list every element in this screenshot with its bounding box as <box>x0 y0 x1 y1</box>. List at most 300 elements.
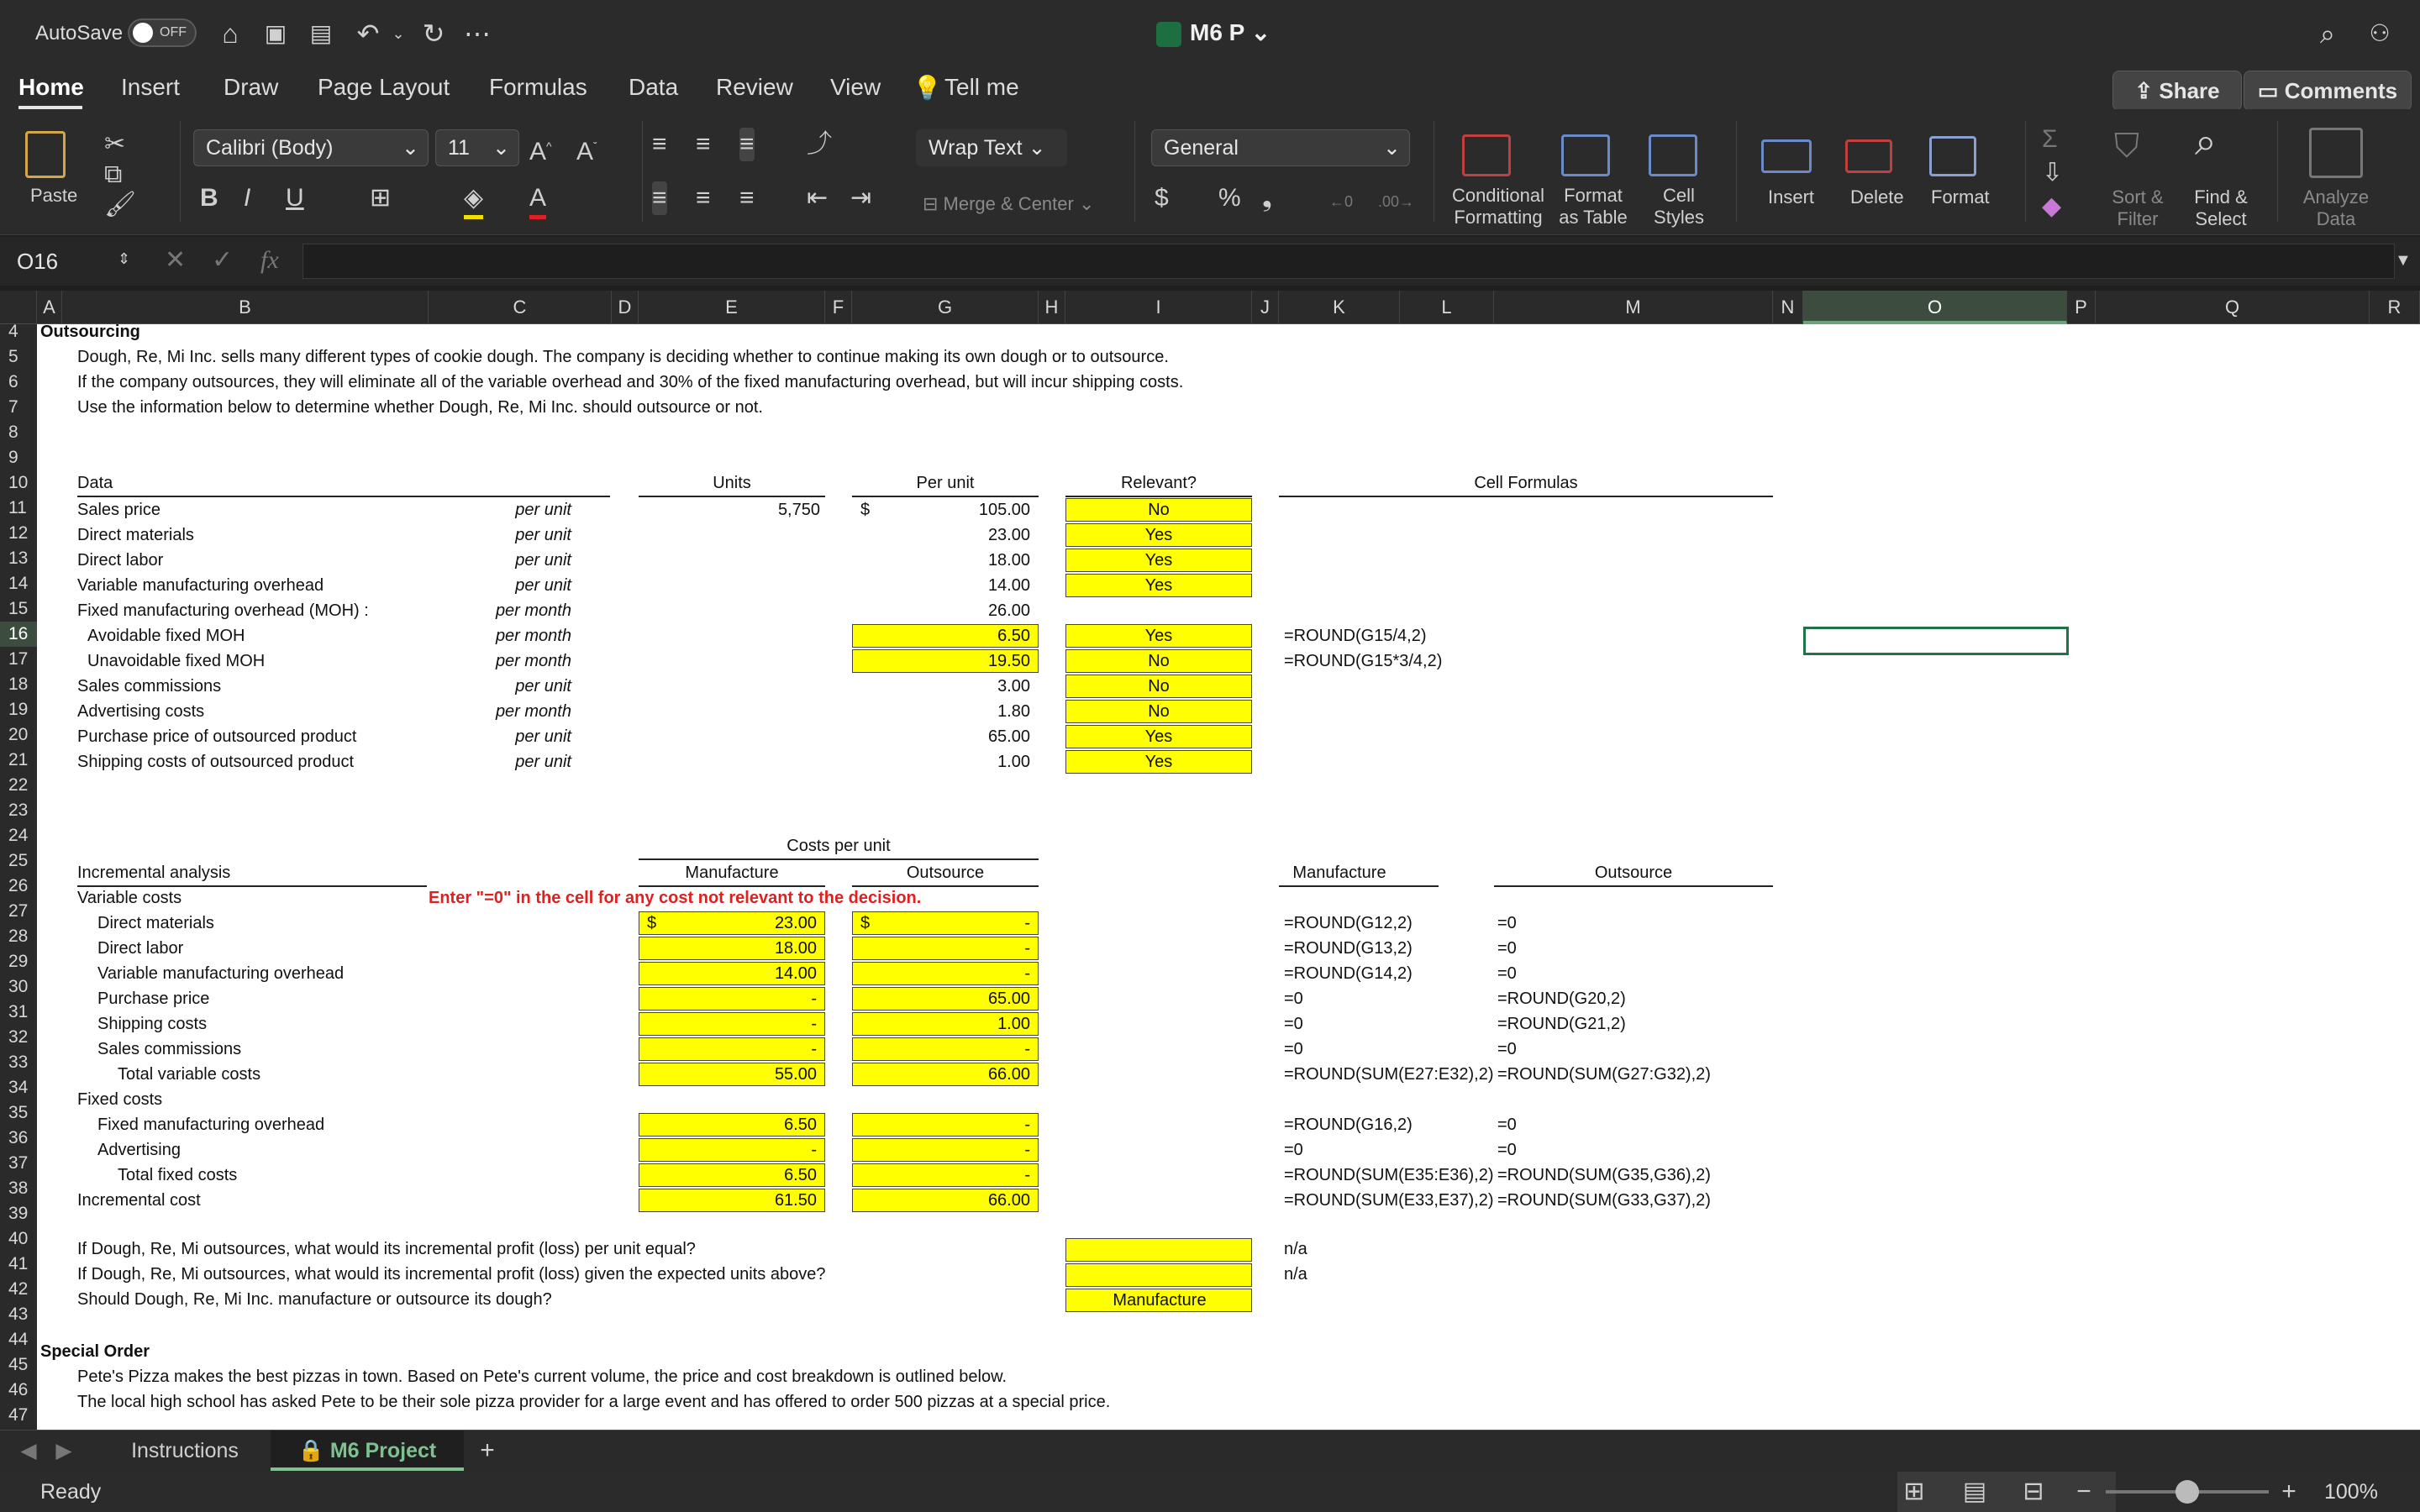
analysis-outsource-formula[interactable]: =ROUND(G20,2) <box>1497 990 1626 1008</box>
sort-filter-button[interactable] <box>2104 186 2171 230</box>
analyze-data-button[interactable] <box>2294 186 2378 230</box>
analysis-outsource-value[interactable]: - <box>1024 939 1030 958</box>
section-title-special-order[interactable]: Special Order <box>40 1342 150 1361</box>
data-row-relevant[interactable]: Yes <box>1144 526 1173 544</box>
col-header-r[interactable]: R <box>2370 291 2420 324</box>
row-header[interactable]: 23 <box>8 801 29 820</box>
analysis-manufacture-value[interactable]: - <box>811 990 817 1008</box>
row-header[interactable]: 8 <box>8 423 18 442</box>
data-row-basis[interactable]: per unit <box>515 727 571 746</box>
analysis-manufacture-value[interactable]: 55.00 <box>774 1065 817 1084</box>
chevron-down-icon[interactable]: ⌄ <box>392 25 405 42</box>
data-row-units[interactable] <box>639 749 820 774</box>
question-per-unit-profit[interactable]: If Dough, Re, Mi outsources, what would its incremental profit (loss) per unit equal? <box>77 1240 696 1258</box>
fill-color-icon[interactable]: ◈ <box>464 181 483 219</box>
analysis-outsource-value[interactable]: 66.00 <box>987 1065 1030 1084</box>
row-header[interactable]: 21 <box>8 750 29 769</box>
data-row-relevant[interactable]: No <box>1148 677 1170 696</box>
answer-total-profit[interactable] <box>1065 1263 1252 1287</box>
instruction-note[interactable]: Enter "=0" in the cell for any cost not relevant to the decision. <box>429 889 922 907</box>
analysis-row-label[interactable]: Fixed manufacturing overhead <box>97 1116 325 1134</box>
zoom-in-icon[interactable]: + <box>2281 1478 2296 1505</box>
data-row-basis[interactable]: per unit <box>515 501 571 519</box>
col-header-p[interactable]: P <box>2067 291 2096 324</box>
zoom-slider[interactable] <box>2106 1490 2269 1494</box>
font-size-select[interactable] <box>435 129 519 166</box>
merge-center-button[interactable]: ⊟ Merge & Center ⌄ <box>923 193 1095 214</box>
analyze-data-icon[interactable] <box>2309 128 2363 178</box>
col-header-f[interactable]: F <box>825 291 852 324</box>
row-header[interactable]: 35 <box>8 1103 29 1122</box>
bold-icon[interactable]: B <box>200 184 218 212</box>
data-row-units[interactable] <box>639 648 820 674</box>
analysis-outsource-value[interactable]: - <box>1024 1040 1030 1058</box>
sheet-tab-instructions[interactable]: Instructions <box>131 1439 239 1462</box>
data-row-basis[interactable]: per unit <box>515 551 571 570</box>
row-header[interactable]: 22 <box>8 775 29 795</box>
scroll-left-icon[interactable]: ◀ <box>20 1439 37 1462</box>
data-row-basis[interactable]: per month <box>495 627 571 645</box>
analysis-outsource-formula[interactable]: =0 <box>1497 939 1517 958</box>
row-header[interactable]: 33 <box>8 1053 29 1072</box>
row-header[interactable]: 11 <box>8 498 27 517</box>
analysis-manufacture-formula[interactable]: =ROUND(G13,2) <box>1284 939 1413 958</box>
data-row-dollar[interactable]: $ <box>860 501 871 519</box>
intro-line-1[interactable]: Dough, Re, Mi Inc. sells many different types of cookie dough. The company is deciding whether to continue making its own dough or to outsource. <box>77 348 1169 366</box>
home-icon[interactable]: ⌂ <box>222 18 239 49</box>
analysis-manufacture-value[interactable]: 18.00 <box>774 939 817 958</box>
data-row-value[interactable]: 1.00 <box>997 753 1030 771</box>
header-m-outsource[interactable]: Outsource <box>1594 864 1673 882</box>
normal-view-icon[interactable]: ⊞ <box>1903 1478 1925 1505</box>
analysis-outsource-value[interactable]: - <box>1024 1166 1030 1184</box>
row-header[interactable]: 44 <box>8 1330 29 1349</box>
analysis-manufacture-formula[interactable]: =ROUND(SUM(E35:E36),2) <box>1284 1166 1494 1184</box>
data-row-label[interactable]: Unavoidable fixed MOH <box>87 652 266 670</box>
select-all-corner[interactable] <box>0 291 37 324</box>
analysis-manufacture-formula[interactable]: =ROUND(G12,2) <box>1284 914 1413 932</box>
data-row-units[interactable] <box>639 699 820 724</box>
data-row-relevant[interactable]: Yes <box>1144 551 1173 570</box>
format-cells-icon[interactable] <box>1929 136 1976 176</box>
data-row-label[interactable]: Purchase price of outsourced product <box>77 727 357 746</box>
tab-data[interactable]: Data <box>629 74 679 100</box>
conditional-formatting-icon[interactable] <box>1462 134 1511 176</box>
header-outsource[interactable]: Outsource <box>906 864 985 882</box>
row-header[interactable]: 9 <box>8 448 18 467</box>
row-header[interactable]: 24 <box>8 826 29 845</box>
analysis-row-label[interactable]: Shipping costs <box>97 1015 208 1033</box>
data-row-label[interactable]: Fixed manufacturing overhead (MOH) : <box>77 601 369 620</box>
section-title-outsourcing[interactable]: Outsourcing <box>40 324 140 341</box>
share-button[interactable] <box>2112 71 2242 111</box>
find-select-button[interactable] <box>2185 186 2257 230</box>
answer-decision[interactable] <box>1065 1289 1252 1312</box>
analysis-outsource-formula[interactable]: =ROUND(SUM(G27:G32),2) <box>1497 1065 1711 1084</box>
format-as-table-button[interactable] <box>1551 185 1635 228</box>
special-order-line-2[interactable]: The local high school has asked Pete to be their sole pizza provider for a large event and has offered to order 500 pizzas at a special price. <box>77 1393 1111 1411</box>
data-row-basis[interactable]: per month <box>495 652 571 670</box>
row-header[interactable]: 25 <box>8 851 29 870</box>
row-header[interactable]: 46 <box>8 1380 29 1399</box>
analysis-row-label[interactable]: Advertising <box>97 1141 181 1159</box>
row-header[interactable]: 39 <box>8 1204 29 1223</box>
col-header-c[interactable]: C <box>429 291 612 324</box>
col-header-g[interactable]: G <box>852 291 1039 324</box>
data-row-label[interactable]: Sales commissions <box>77 677 222 696</box>
analysis-outsource-formula[interactable]: =0 <box>1497 1116 1517 1134</box>
increase-indent-icon[interactable]: ⇥ <box>850 184 872 212</box>
undo-icon[interactable]: ↶ <box>356 18 380 49</box>
data-row-relevant[interactable]: No <box>1148 501 1170 519</box>
row-header[interactable]: 15 <box>8 599 29 618</box>
analysis-row-label[interactable]: Direct materials <box>97 914 214 932</box>
data-row-basis[interactable]: per month <box>495 601 571 620</box>
data-row-basis[interactable]: per month <box>495 702 571 721</box>
data-row-value[interactable]: 65.00 <box>987 727 1030 746</box>
data-row-value[interactable]: 18.00 <box>987 551 1030 570</box>
label-fixed-costs[interactable]: Fixed costs <box>77 1090 163 1109</box>
orientation-icon[interactable]: ⤴ <box>807 130 832 158</box>
wrap-text-button[interactable]: Wrap Text ⌄ <box>916 129 1067 166</box>
autosave-label: AutoSave <box>35 22 124 45</box>
row-header[interactable]: 18 <box>8 675 29 694</box>
row-header[interactable]: 14 <box>8 574 29 593</box>
analysis-outsource-formula[interactable]: =ROUND(SUM(G35,G36),2) <box>1497 1166 1711 1184</box>
formula-note-41[interactable]: n/a <box>1284 1265 1307 1284</box>
question-decision[interactable]: Should Dough, Re, Mi Inc. manufacture or outsource its dough? <box>77 1290 552 1309</box>
redo-icon[interactable]: ↻ <box>422 18 445 49</box>
zoom-slider-knob[interactable] <box>2175 1480 2199 1504</box>
sort-filter-icon[interactable]: ⛉ <box>2114 128 2139 165</box>
row-header[interactable]: 16 <box>0 622 37 647</box>
analysis-manufacture-formula[interactable]: =ROUND(SUM(E33,E37),2) <box>1284 1191 1494 1210</box>
conditional-formatting-button[interactable] <box>1445 185 1551 228</box>
col-header-d[interactable]: D <box>612 291 639 324</box>
row-header[interactable]: 36 <box>8 1128 29 1147</box>
data-row-value[interactable]: 6.50 <box>997 627 1030 645</box>
header-incremental-analysis[interactable]: Incremental analysis <box>77 864 231 882</box>
col-header-m[interactable]: M <box>1494 291 1773 324</box>
row-header[interactable]: 40 <box>8 1229 29 1248</box>
analysis-manufacture-formula[interactable]: =ROUND(G16,2) <box>1284 1116 1413 1134</box>
row-header[interactable]: 45 <box>8 1355 29 1374</box>
data-row-units[interactable] <box>639 724 820 749</box>
borders-icon[interactable]: ⊞ <box>370 184 392 212</box>
data-row-label[interactable]: Variable manufacturing overhead <box>77 576 324 595</box>
row-header[interactable]: 30 <box>8 977 29 996</box>
tab-draw[interactable]: Draw <box>224 74 279 100</box>
data-row-units[interactable]: 5,750 <box>777 501 820 519</box>
analysis-manufacture-value[interactable]: 23.00 <box>774 914 817 932</box>
analysis-row-label[interactable]: Variable manufacturing overhead <box>97 964 345 983</box>
data-row-units[interactable] <box>639 623 820 648</box>
analysis-outsource-value[interactable]: 65.00 <box>987 990 1030 1008</box>
col-header-i[interactable]: I <box>1065 291 1252 324</box>
cond-line2: Formatting <box>1454 207 1543 228</box>
cut-icon[interactable]: ✂ <box>104 130 126 158</box>
increase-decimal-icon[interactable]: ←0 <box>1329 193 1354 210</box>
tab-view[interactable]: View <box>830 74 881 100</box>
zoom-level[interactable]: 100% <box>2324 1480 2378 1504</box>
data-row-value[interactable]: 105.00 <box>978 501 1030 519</box>
data-row-basis[interactable]: per unit <box>515 576 571 595</box>
save-icon[interactable]: ▣ <box>264 20 287 46</box>
row-header[interactable]: 47 <box>8 1405 29 1425</box>
data-row-label[interactable]: Direct materials <box>77 526 194 544</box>
analysis-manufacture-formula[interactable]: =0 <box>1284 1040 1303 1058</box>
col-header-j[interactable]: J <box>1252 291 1279 324</box>
row-header[interactable]: 29 <box>8 952 29 971</box>
autosave-toggle[interactable] <box>128 18 197 47</box>
col-header-e[interactable]: E <box>639 291 825 324</box>
increase-font-icon[interactable]: A^ <box>529 138 552 165</box>
copy-icon[interactable]: ⧉ <box>104 160 123 188</box>
analysis-manufacture-formula[interactable]: =0 <box>1284 1015 1303 1033</box>
paste-icon[interactable] <box>25 131 66 178</box>
analysis-row-label[interactable]: Incremental cost <box>77 1191 201 1210</box>
header-manufacture[interactable]: Manufacture <box>685 864 779 882</box>
more-icon[interactable]: ⋯ <box>464 18 491 49</box>
insert-label[interactable]: Insert <box>1768 186 1815 207</box>
header-costs-per-unit[interactable]: Costs per unit <box>786 837 891 855</box>
analysis-outsource-value[interactable]: 1.00 <box>997 1015 1030 1033</box>
italic-icon[interactable]: I <box>244 184 251 212</box>
currency-icon[interactable]: $ <box>1155 184 1169 212</box>
header-cell-formulas[interactable]: Cell Formulas <box>1474 474 1578 492</box>
find-icon[interactable]: ⌕ <box>2195 119 2217 163</box>
row-header[interactable]: 31 <box>8 1002 29 1021</box>
decrease-indent-icon[interactable]: ⇤ <box>807 184 829 212</box>
row-header[interactable]: 12 <box>8 523 29 543</box>
data-row-basis[interactable]: per unit <box>515 526 571 544</box>
analysis-outsource-value[interactable]: - <box>1024 1116 1030 1134</box>
analysis-outsource-formula[interactable]: =0 <box>1497 1141 1517 1159</box>
analysis-outsource-formula[interactable]: =ROUND(G21,2) <box>1497 1015 1626 1033</box>
name-box[interactable]: O16 <box>17 249 59 274</box>
answer-per-unit-profit[interactable] <box>1065 1238 1252 1262</box>
analysis-outsource-value[interactable]: 66.00 <box>987 1191 1030 1210</box>
analysis-outsource-formula[interactable]: =0 <box>1497 914 1517 932</box>
question-total-profit[interactable]: If Dough, Re, Mi outsources, what would its incremental profit (loss) given the expected units above? <box>77 1265 826 1284</box>
number-format-select[interactable] <box>1151 129 1410 166</box>
header-units[interactable]: Units <box>713 474 751 492</box>
data-row-value[interactable]: 3.00 <box>997 677 1030 696</box>
tab-formulas[interactable]: Formulas <box>489 74 587 100</box>
cell-styles-icon[interactable] <box>1649 134 1697 176</box>
data-row-label[interactable]: Avoidable fixed MOH <box>87 627 245 645</box>
align-right-icon[interactable]: ≡ <box>739 184 755 212</box>
data-row-value[interactable]: 14.00 <box>987 576 1030 595</box>
row-header[interactable]: 5 <box>8 347 18 366</box>
row-header[interactable]: 13 <box>8 549 29 568</box>
tab-page-layout[interactable]: Page Layout <box>318 74 450 100</box>
data-row-value[interactable]: 19.50 <box>987 652 1030 670</box>
data-row-units[interactable] <box>639 548 820 573</box>
percent-icon[interactable]: % <box>1218 184 1241 212</box>
format-label[interactable]: Format <box>1931 186 1990 207</box>
row-header[interactable]: 26 <box>8 876 29 895</box>
align-bottom-icon[interactable]: ≡ <box>739 128 755 161</box>
row-header[interactable]: 42 <box>8 1279 29 1299</box>
delete-label[interactable]: Delete <box>1850 186 1904 207</box>
col-header-h[interactable]: H <box>1039 291 1065 324</box>
analysis-manufacture-value[interactable]: - <box>811 1141 817 1159</box>
data-row-label[interactable]: Direct labor <box>77 551 164 570</box>
row-header[interactable]: 27 <box>8 901 29 921</box>
account-icon[interactable]: ⚇ <box>2369 20 2391 46</box>
col-header-o[interactable]: O <box>1803 291 2067 324</box>
data-row-label[interactable]: Sales price <box>77 501 160 519</box>
data-row-value[interactable]: 1.80 <box>997 702 1030 721</box>
row-header[interactable]: 28 <box>8 927 29 946</box>
document-title[interactable]: M6 P ⌄ <box>1156 18 1270 47</box>
col-header-l[interactable]: L <box>1400 291 1494 324</box>
col-header-k[interactable]: K <box>1279 291 1400 324</box>
analysis-outsource-formula[interactable]: =0 <box>1497 964 1517 983</box>
name-box-stepper-icon[interactable]: ⇕ <box>118 250 131 267</box>
delete-cells-icon[interactable] <box>1845 139 1892 173</box>
data-row-value[interactable]: 26.00 <box>987 601 1030 620</box>
fill-icon[interactable]: ⇩ <box>2042 159 2064 186</box>
font-color-icon[interactable]: A <box>529 181 546 219</box>
autosum-icon[interactable]: Σ <box>2042 125 2058 153</box>
row-header[interactable]: 19 <box>8 700 29 719</box>
row-header[interactable]: 7 <box>8 397 18 417</box>
row-header[interactable]: 6 <box>8 372 18 391</box>
align-middle-icon[interactable]: ≡ <box>696 130 711 158</box>
row-header[interactable]: 32 <box>8 1027 29 1047</box>
intro-line-2[interactable]: If the company outsources, they will eliminate all of the variable overhead and 30% of the fixed manufacturing overhead, but will incur shipping costs. <box>77 373 1184 391</box>
row-header[interactable]: 10 <box>8 473 29 492</box>
decrease-font-icon[interactable]: $A^ˇ$ <box>576 138 597 165</box>
insert-cells-icon[interactable] <box>1761 139 1812 173</box>
analysis-row-label[interactable]: Total fixed costs <box>118 1166 238 1184</box>
header-data[interactable]: Data <box>77 474 113 492</box>
analysis-outsource-formula[interactable]: =ROUND(SUM(G33,G37),2) <box>1497 1191 1711 1210</box>
row-header[interactable]: 41 <box>8 1254 29 1273</box>
data-row-formula[interactable]: =ROUND(G15*3/4,2) <box>1284 652 1443 670</box>
analysis-row-label[interactable]: Purchase price <box>97 990 210 1008</box>
tab-review[interactable]: Review <box>716 74 793 100</box>
format-as-table-icon[interactable] <box>1561 134 1610 176</box>
analysis-manufacture-value[interactable]: - <box>811 1015 817 1033</box>
data-row-relevant[interactable]: No <box>1148 702 1170 721</box>
save-as-icon[interactable]: ▤ <box>309 20 333 46</box>
worksheet-grid[interactable] <box>37 324 2420 1430</box>
row-header[interactable]: 43 <box>8 1305 29 1324</box>
row-header[interactable]: 20 <box>8 725 29 744</box>
row-header[interactable]: 4 <box>8 324 18 341</box>
add-sheet-icon[interactable]: + <box>480 1436 495 1464</box>
analysis-manufacture-formula[interactable]: =ROUND(SUM(E27:E32),2) <box>1284 1065 1494 1084</box>
tab-insert[interactable]: Insert <box>121 74 181 100</box>
selected-cell-o16[interactable] <box>1803 627 2069 655</box>
analysis-manufacture-value[interactable]: 61.50 <box>774 1191 817 1210</box>
header-relevant[interactable]: Relevant? <box>1120 474 1197 492</box>
search-icon[interactable]: ⌕ <box>2320 18 2335 49</box>
data-row-units[interactable] <box>639 674 820 699</box>
data-row-relevant[interactable]: Yes <box>1144 727 1173 746</box>
format-painter-icon[interactable]: 🖌 <box>104 191 137 218</box>
clear-icon[interactable]: ◆ <box>2042 192 2062 220</box>
analysis-row-label[interactable]: Total variable costs <box>118 1065 261 1084</box>
font-name-select[interactable] <box>193 129 429 166</box>
row-header[interactable]: 38 <box>8 1179 29 1198</box>
analysis-manufacture-value[interactable]: 6.50 <box>784 1116 817 1134</box>
underline-icon[interactable]: U <box>286 184 304 212</box>
align-center-icon[interactable]: ≡ <box>696 184 711 212</box>
data-row-units[interactable] <box>639 522 820 548</box>
formula-input[interactable] <box>302 244 2395 279</box>
analysis-row-label[interactable]: Sales commissions <box>97 1040 242 1058</box>
label-variable-costs[interactable]: Variable costs <box>77 889 182 907</box>
data-row-relevant[interactable]: Yes <box>1144 627 1173 645</box>
analysis-outsource-value[interactable]: - <box>1024 914 1030 932</box>
analysis-outsource-value[interactable]: - <box>1024 1141 1030 1159</box>
analysis-manufacture-formula[interactable]: =0 <box>1284 990 1303 1008</box>
formula-note-40[interactable]: n/a <box>1284 1240 1307 1258</box>
zoom-out-icon[interactable]: − <box>2076 1478 2091 1505</box>
row-header[interactable]: 37 <box>8 1153 29 1173</box>
data-row-basis[interactable]: per unit <box>515 753 571 771</box>
sheet-tab-m6-project[interactable] <box>271 1431 464 1471</box>
analysis-manufacture-formula[interactable]: =ROUND(G14,2) <box>1284 964 1413 983</box>
data-row-units[interactable] <box>639 598 820 623</box>
analysis-manufacture-value[interactable]: 6.50 <box>784 1166 817 1184</box>
analysis-outsource-value[interactable]: - <box>1024 964 1030 983</box>
align-left-icon[interactable]: ≡ <box>652 181 667 215</box>
page-break-view-icon[interactable]: ⊟ <box>2023 1478 2044 1505</box>
data-row-label[interactable]: Advertising costs <box>77 702 205 721</box>
expand-formula-icon[interactable]: ▼ <box>2395 251 2412 270</box>
decrease-decimal-icon[interactable]: .00→ <box>1378 193 1415 210</box>
tab-tell-me[interactable]: Tell me <box>944 74 1019 100</box>
col-header-q[interactable]: Q <box>2096 291 2370 324</box>
align-top-icon[interactable]: ≡ <box>652 130 667 158</box>
header-k-manufacture[interactable]: Manufacture <box>1292 864 1386 882</box>
analysis-manufacture-value[interactable]: - <box>811 1040 817 1058</box>
analysis-manufacture-formula[interactable]: =0 <box>1284 1141 1303 1159</box>
comments-button[interactable] <box>2244 71 2412 111</box>
data-row-value[interactable]: 23.00 <box>987 526 1030 544</box>
row-header[interactable]: 34 <box>8 1078 29 1097</box>
comma-style-icon[interactable]: ❟ <box>1262 184 1272 212</box>
scroll-right-icon[interactable]: ▶ <box>55 1439 72 1462</box>
cell-styles-button[interactable] <box>1639 185 1719 228</box>
data-row-formula[interactable]: =ROUND(G15/4,2) <box>1284 627 1427 645</box>
special-order-line-1[interactable]: Pete's Pizza makes the best pizzas in town. Based on Pete's current volume, the price and cost breakdown is outlined below. <box>77 1368 1007 1386</box>
row-header[interactable]: 17 <box>8 649 29 669</box>
col-header-n[interactable]: N <box>1773 291 1803 324</box>
analysis-outsource-formula[interactable]: =0 <box>1497 1040 1517 1058</box>
data-row-basis[interactable]: per unit <box>515 677 571 696</box>
data-row-relevant[interactable]: Yes <box>1144 753 1173 771</box>
analysis-manufacture-value[interactable]: 14.00 <box>774 964 817 983</box>
data-row-relevant[interactable]: No <box>1148 652 1170 670</box>
page-layout-view-icon[interactable]: ▤ <box>1962 1478 1987 1505</box>
col-header-a[interactable]: A <box>37 291 62 324</box>
intro-line-3[interactable]: Use the information below to determine whether Dough, Re, Mi Inc. should outsource or not. <box>77 398 763 417</box>
analysis-row-label[interactable]: Direct labor <box>97 939 184 958</box>
tab-home[interactable]: Home <box>18 74 84 100</box>
fx-icon[interactable]: fx <box>260 246 279 274</box>
data-row-label[interactable]: Shipping costs of outsourced product <box>77 753 355 771</box>
data-row-relevant[interactable]: Yes <box>1144 576 1173 595</box>
header-per-unit[interactable]: Per unit <box>916 474 975 492</box>
data-row-units[interactable] <box>639 573 820 598</box>
col-header-b[interactable]: B <box>62 291 429 324</box>
